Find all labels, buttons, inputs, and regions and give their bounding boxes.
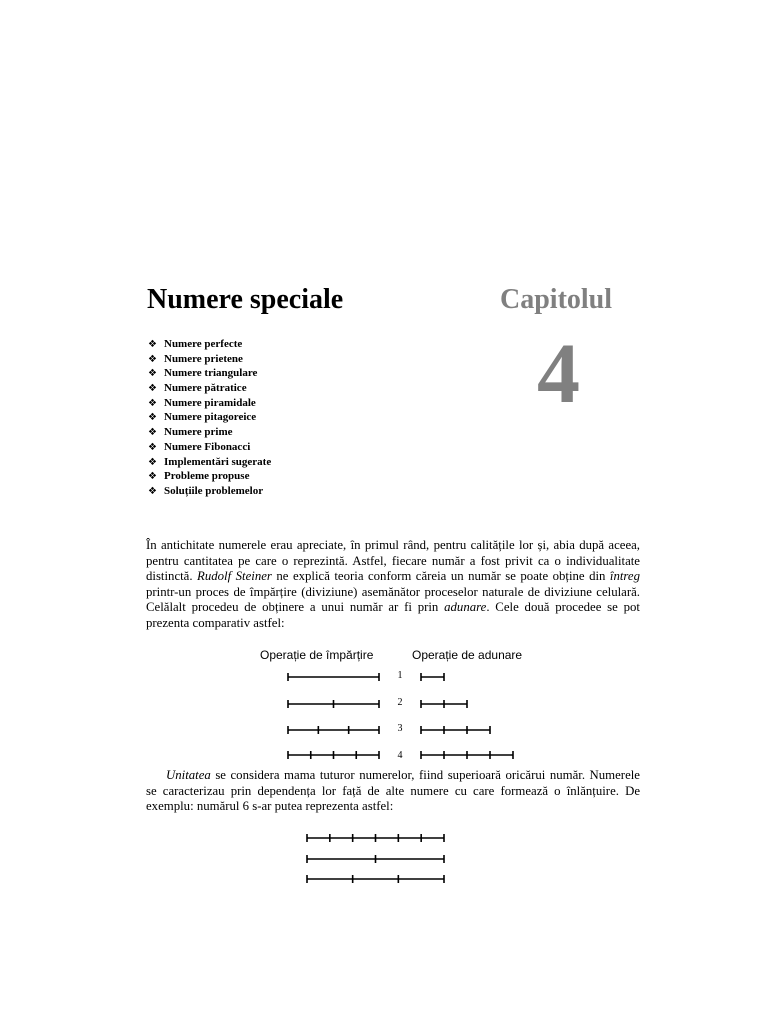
six-representation-segment	[307, 875, 444, 883]
contents-item-label: Soluțiile problemelor	[164, 484, 264, 497]
emphasis-author-name: Rudolf Steiner	[197, 569, 272, 583]
diamond-bullet-icon: ❖	[148, 353, 157, 365]
row-number-label: 4	[397, 750, 403, 761]
diamond-bullet-icon: ❖	[148, 456, 157, 468]
contents-item-label: Numere pitagoreice	[164, 411, 257, 424]
diamond-bullet-icon: ❖	[148, 412, 157, 424]
contents-item-label: Implementări sugerate	[164, 455, 272, 468]
addition-segment	[421, 751, 513, 759]
diamond-bullet-icon: ❖	[148, 397, 157, 409]
emphasis-word: adunare	[444, 600, 487, 614]
diamond-bullet-icon: ❖	[148, 471, 157, 483]
six-representation-segment	[307, 834, 444, 842]
diamond-bullet-icon: ❖	[148, 427, 157, 439]
addition-segment	[421, 700, 467, 708]
diamond-bullet-icon: ❖	[148, 383, 157, 395]
contents-item-label: Numere perfecte	[164, 338, 243, 350]
row-number-label: 2	[397, 697, 403, 708]
six-representation-segment	[307, 855, 444, 863]
text-run: printr-un proces de împărțire (diviziune) asemănător proceselor naturale de diviziune celulară. Celălalt procedeu de obținere a unui număr ar fi prin	[146, 584, 640, 614]
chapter-number: 4	[537, 325, 580, 421]
chapter-label: Capitolul	[500, 284, 613, 315]
contents-item-label: Numere piramidale	[164, 396, 256, 409]
contents-item-label: Numere prime	[164, 426, 233, 439]
diamond-bullet-icon: ❖	[148, 441, 157, 453]
diamond-bullet-icon: ❖	[148, 485, 157, 497]
contents-item-label: Numere Fibonacci	[164, 440, 251, 453]
addition-segment	[421, 673, 444, 681]
emphasis-word: Unitatea	[166, 768, 211, 782]
division-segment	[288, 751, 379, 759]
division-segment	[288, 700, 379, 708]
text-run: În antichitate numerele erau apreciate, în primul rând, pentru calitățile lor și, abia după aceea, pentru cantitatea pe care o reprezintă. Astfel, fiecare număr a fost privit ca o individualitate distinctă.	[146, 538, 640, 583]
addition-segment	[421, 726, 490, 734]
row-number-label: 1	[397, 670, 403, 681]
contents-item-label: Numere pătratice	[164, 382, 247, 395]
division-segment	[288, 726, 379, 734]
division-segment	[288, 673, 379, 681]
unity-paragraph	[146, 768, 640, 815]
diamond-bullet-icon: ❖	[148, 368, 157, 380]
diamond-bullet-icon: ❖	[148, 339, 157, 350]
division-caption: Operație de împărțire	[260, 648, 374, 662]
contents-item-label: Numere prietene	[164, 352, 243, 365]
text-run: . Cele două procedee se pot prezenta comparativ astfel:	[146, 600, 640, 630]
addition-caption: Operație de adunare	[412, 648, 523, 662]
row-number-label: 3	[397, 723, 403, 734]
emphasis-word: întreg	[609, 569, 640, 583]
chapter-title: Numere speciale	[147, 284, 344, 315]
text-run: se considera mama tuturor numerelor, fiind superioară oricărui număr. Numerele se caracterizau prin dependența lor față de alte numere cu care formează o înlănțuire. De exemplu: numărul 6 s-ar putea reprezenta astfel:	[146, 768, 640, 813]
contents-item-label: Probleme propuse	[164, 470, 250, 483]
text-run: ne explică teoria conform căreia un număr se poate obține din	[271, 569, 610, 583]
contents-item-label: Numere triangulare	[164, 367, 258, 380]
